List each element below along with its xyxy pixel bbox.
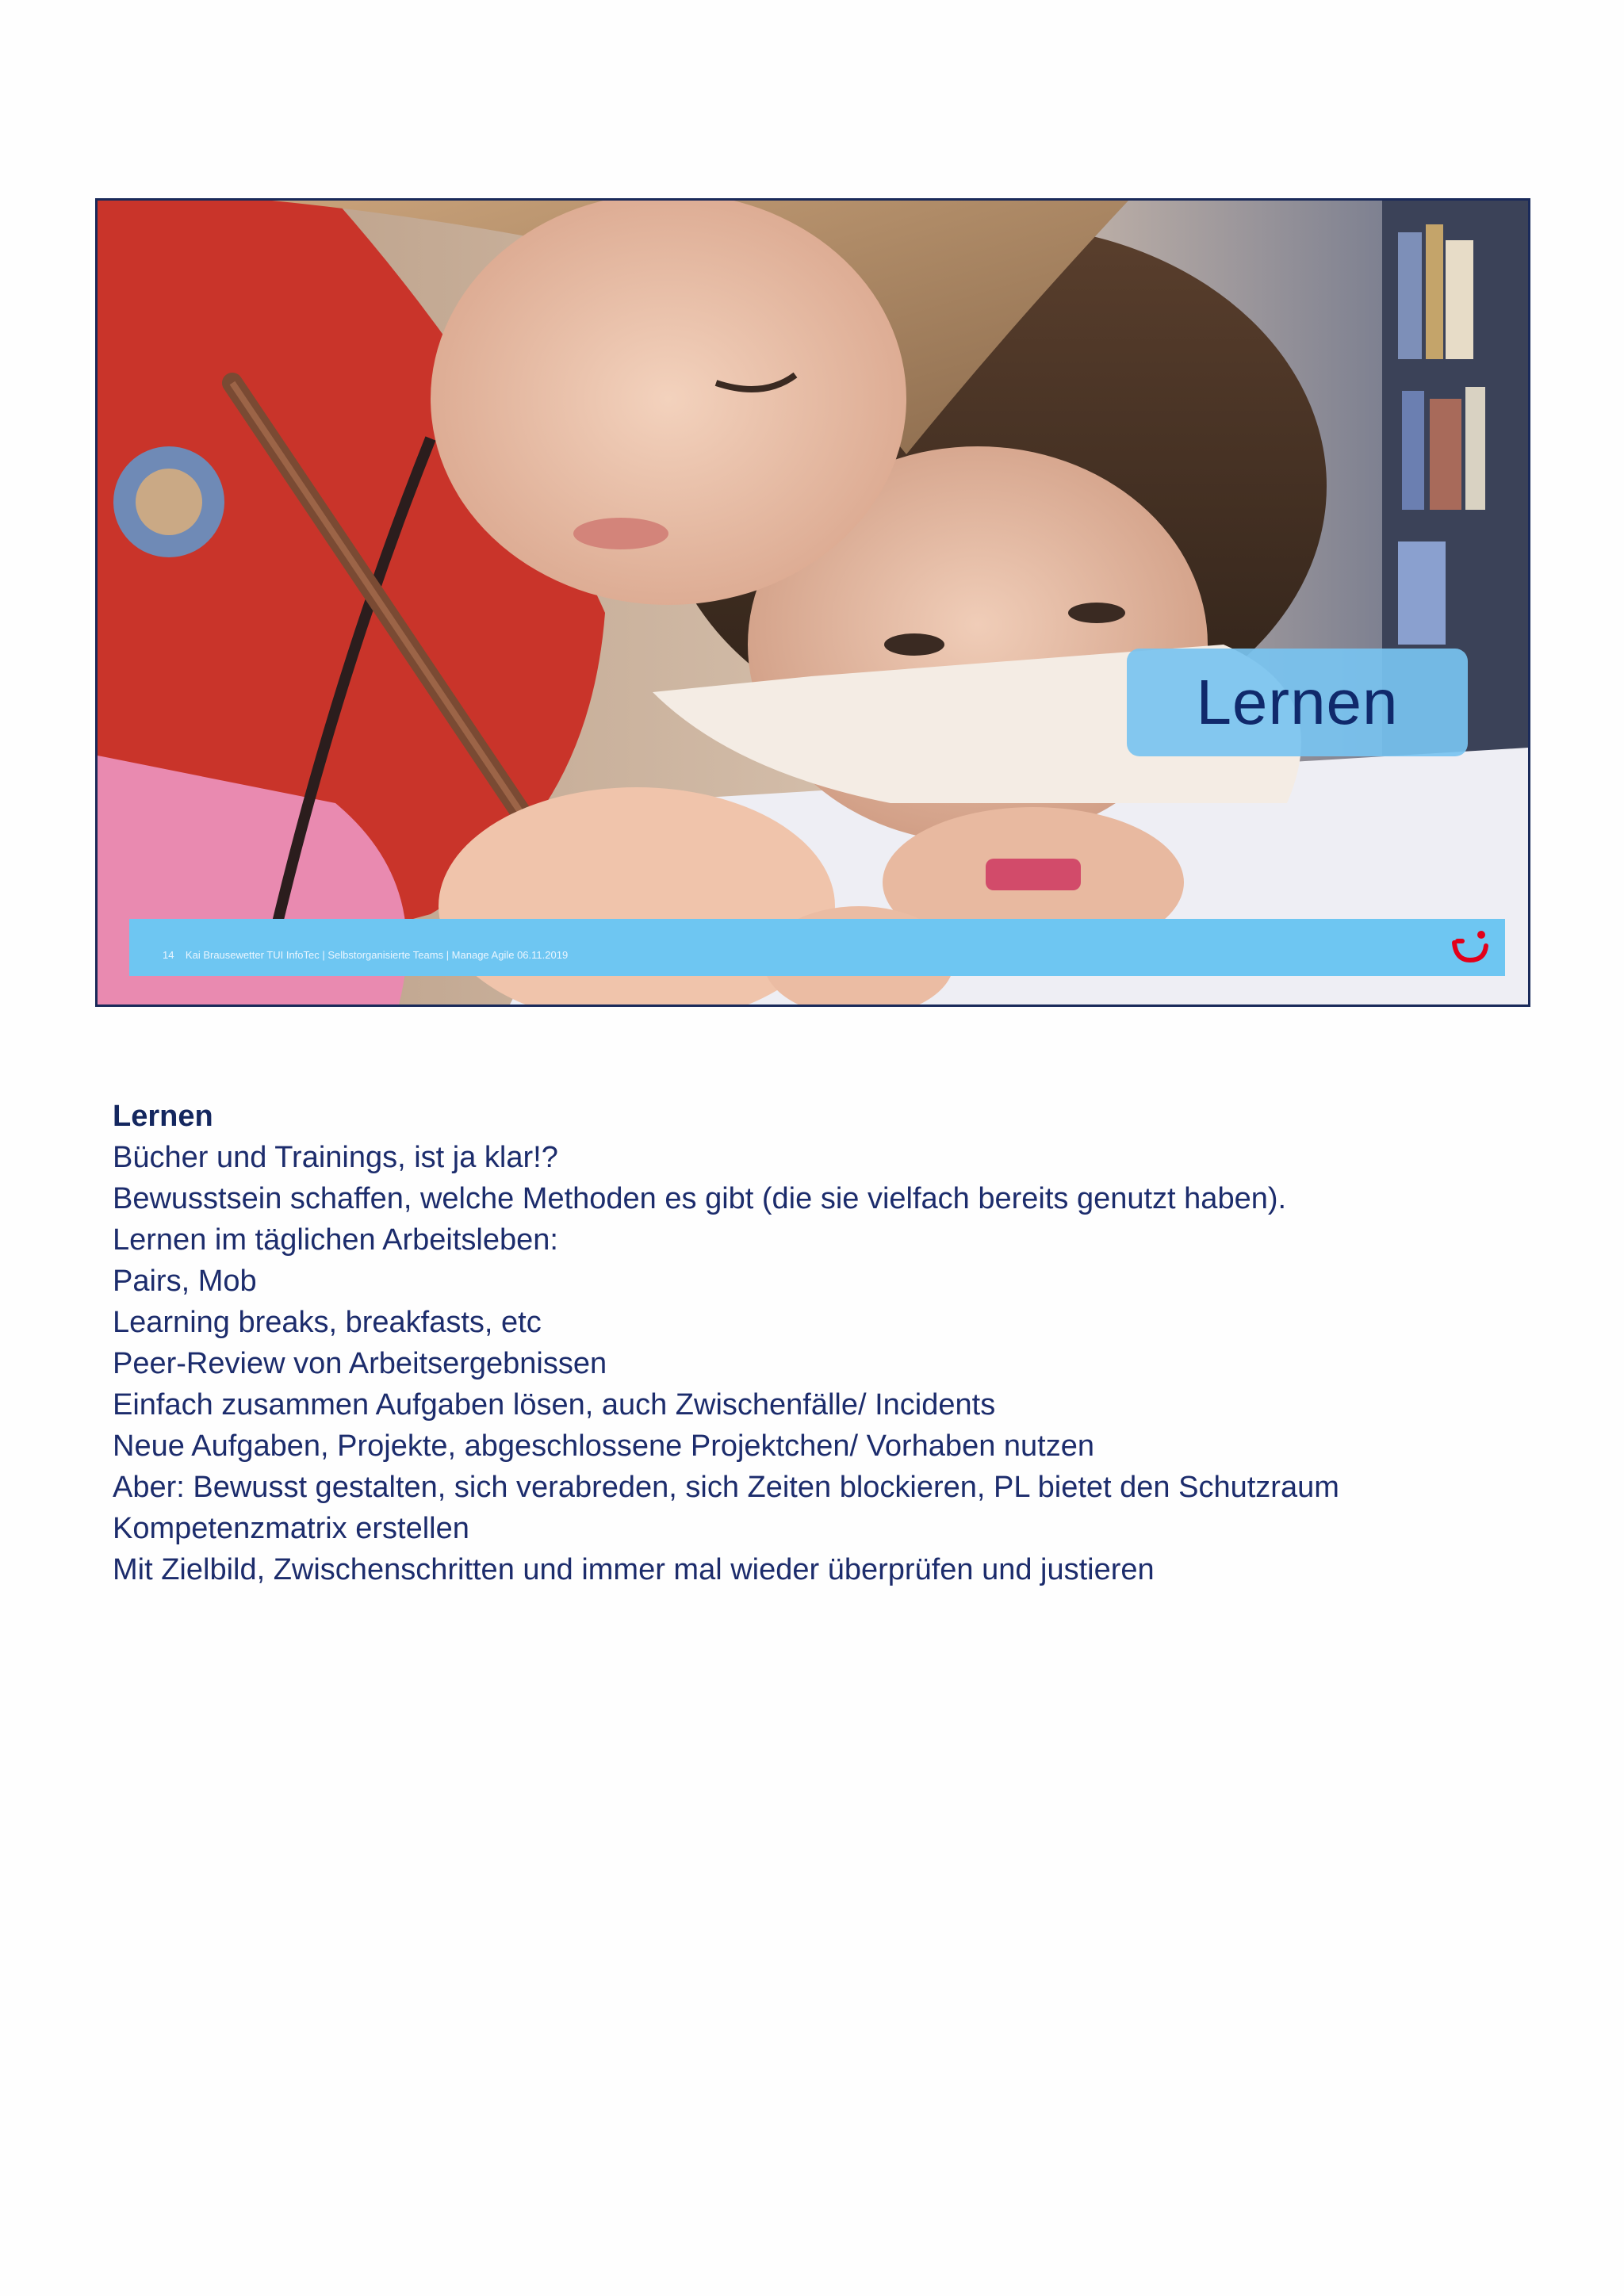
slide-footer-bar — [129, 919, 1505, 976]
notes-line: Einfach zusammen Aufgaben lösen, auch Zwischenfälle/ Incidents — [113, 1388, 996, 1422]
slide-thumbnail — [95, 198, 1530, 1007]
speaker-notes — [113, 1096, 1508, 1590]
notes-line: Bücher und Trainings, ist ja klar!? — [113, 1141, 558, 1174]
slide-title: Lernen — [1196, 667, 1399, 737]
slide-footer-text — [163, 949, 568, 961]
notes-line: Aber: Bewusst gestalten, sich verabreden, sich Zeiten blockieren, PL bietet den Schutzraum — [113, 1471, 1339, 1504]
slide-footer-caption: Kai Brausewetter TUI InfoTec | Selbstorganisierte Teams | Manage Agile 06.11.2019 — [185, 949, 569, 961]
notes-line: Bewusstsein schaffen, welche Methoden es gibt (die sie vielfach bereits genutzt haben). — [113, 1182, 1287, 1215]
notes-heading: Lernen — [113, 1100, 213, 1133]
slide-title-box — [1127, 649, 1468, 756]
notes-line: Learning breaks, breakfasts, etc — [113, 1306, 542, 1339]
children-drawing-photo — [98, 201, 1528, 1004]
notes-line: Pairs, Mob — [113, 1265, 257, 1298]
notes-line: Peer-Review von Arbeitsergebnissen — [113, 1347, 607, 1380]
notes-line: Mit Zielbild, Zwischenschritten und immer mal wieder überprüfen und justieren — [113, 1553, 1155, 1586]
notes-line: Lernen im täglichen Arbeitsleben: — [113, 1223, 558, 1257]
slide-page-number: 14 — [163, 949, 174, 961]
notes-line: Kompetenzmatrix erstellen — [113, 1512, 469, 1545]
notes-line: Neue Aufgaben, Projekte, abgeschlossene Projektchen/ Vorhaben nutzen — [113, 1429, 1094, 1463]
tui-smile-logo-icon — [1450, 927, 1491, 968]
